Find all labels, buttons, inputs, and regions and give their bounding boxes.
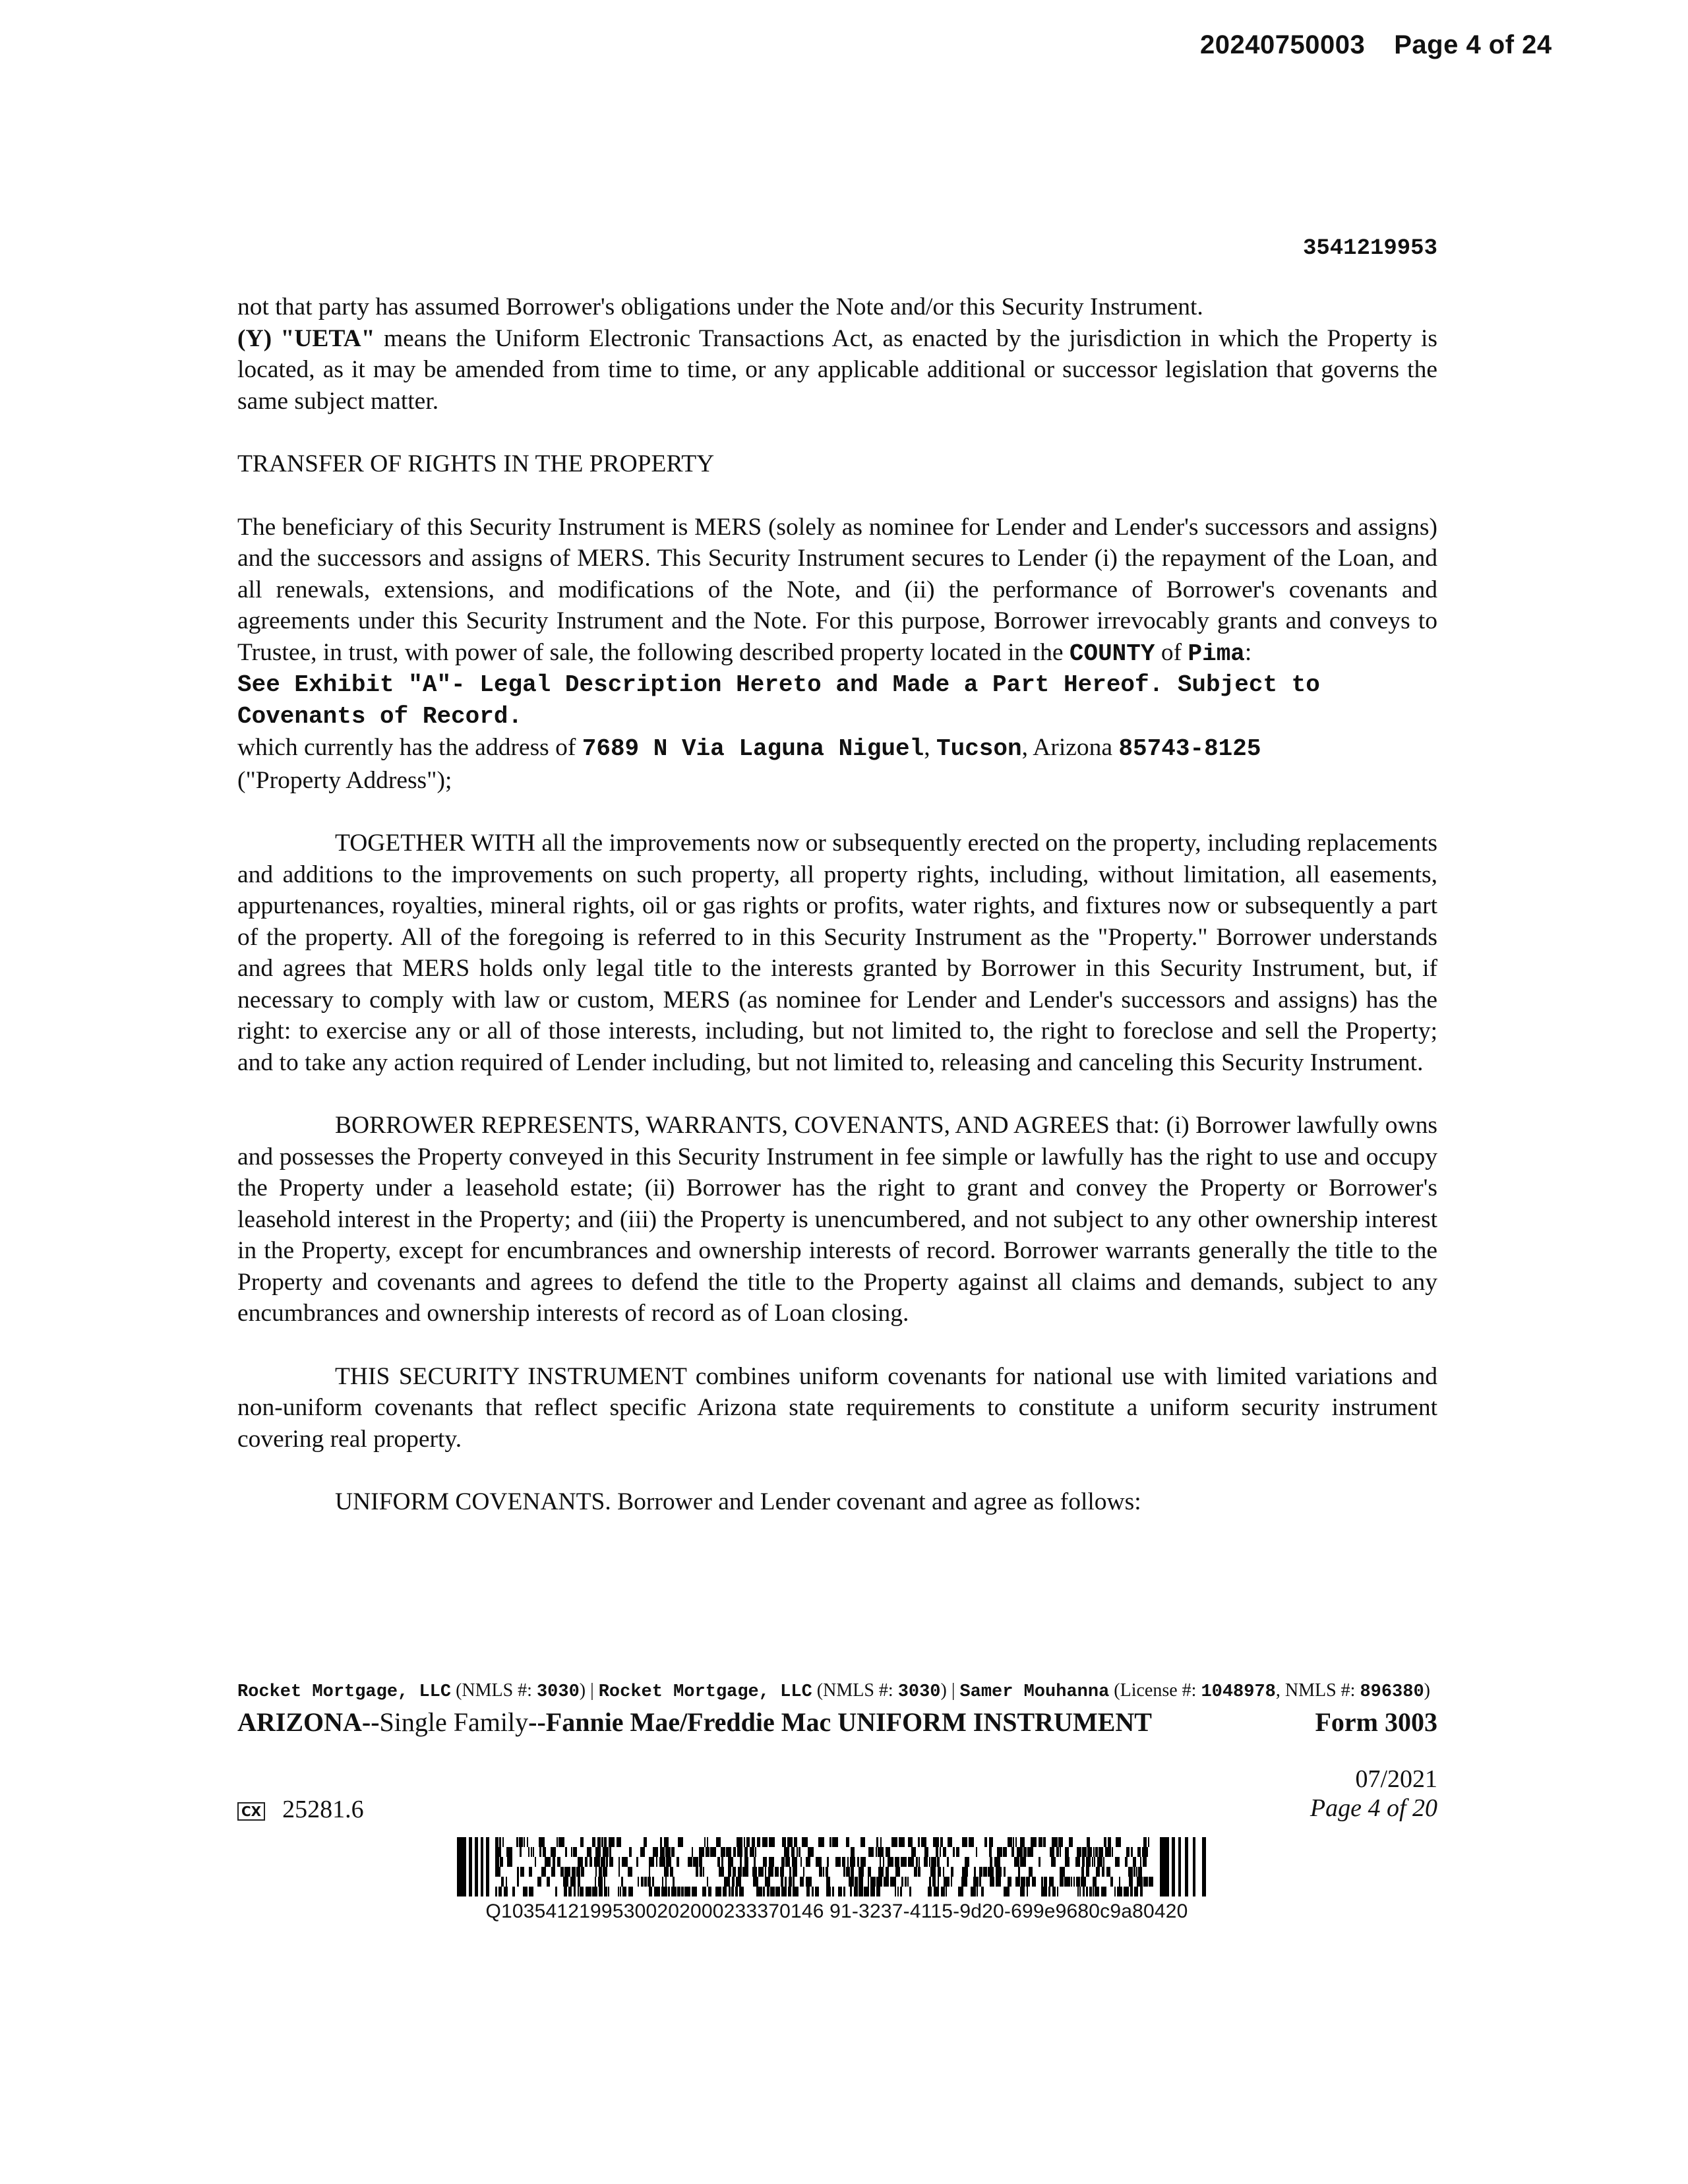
transfer-text: The beneficiary of this Security Instrument is MERS (solely as nominee for Lender and Lender's successors and assigns) and the successors and assigns of MERS. This Security Instrument secures to Lender (i) the repayment of the Loan, and all renewals, extensions, and modifications of the Note, and (ii) the performance of Borrower's covenants and agreements under this Security Instrument and the Note. For this purpose, Borrower irrevocably grants and conveys to Trustee, in trust, with power of sale, the following described property located in the xyxy=(237,513,1437,666)
zip-code: 85743-8125 xyxy=(1118,735,1261,762)
doc-code-number: 25281.6 xyxy=(282,1796,364,1823)
originator-name: Samer Mouhanna xyxy=(959,1682,1110,1702)
family-type: Single Family xyxy=(379,1707,529,1737)
ueta-label: (Y) "UETA" xyxy=(237,324,375,352)
instrument-title xyxy=(237,1707,1152,1738)
nmls-label: (NMLS #: xyxy=(451,1680,537,1701)
uniform-covenants-line: UNIFORM COVENANTS. Borrower and Lender covenant and agree as follows: xyxy=(335,1488,1141,1515)
document-body xyxy=(237,291,1437,1518)
revision-date: 07/2021 xyxy=(1355,1765,1437,1793)
transfer-paragraph xyxy=(237,512,1437,670)
paren: ) xyxy=(1424,1680,1430,1701)
section-heading: TRANSFER OF RIGHTS IN THE PROPERTY xyxy=(237,450,715,477)
state-name: ARIZONA xyxy=(237,1707,362,1737)
recording-number: 20240750003 xyxy=(1200,30,1366,59)
ueta-definition xyxy=(237,323,1437,417)
together-with-paragraph: TOGETHER WITH all the improvements now or subsequently erected on the property, including replacements and additions to the improvements on such property, all property rights, including, without limitation, all easements, appurtenances, royalties, mineral rights, oil or gas rights or profits, water rights, and fixtures now or subsequently a part of the property. All of the foregoing is referred to in this Security Instrument as the "Property." Borrower understands and agrees that MERS holds only legal title to the interests granted by Borrower in this Security Instrument, but, if necessary to comply with law or custom, MERS (as nominee for Lender and Lender's successors and assigns) has the right: to exercise any or all of those interests, including, but not limited to, the right to foreclose and sell the Property; and to take any action required of Lender including, but not limited to, releasing and canceling this Security Instrument. xyxy=(237,830,1437,1076)
lender-name-2: Rocket Mortgage, LLC xyxy=(598,1682,812,1702)
nmls-number-2: 3030 xyxy=(897,1682,941,1702)
separator: | xyxy=(946,1680,960,1701)
nmls-label: , NMLS #: xyxy=(1275,1680,1360,1701)
nmls-label: (NMLS #: xyxy=(812,1680,898,1701)
county-label: COUNTY xyxy=(1069,640,1155,667)
county-name: Pima xyxy=(1188,640,1245,667)
ueta-text: means the Uniform Electronic Transactions Act, as enacted by the jurisdiction in which the Property is located, as it may be amended from time to time, or any applicable additional or successor legislation that governs the same subject matter. xyxy=(237,324,1437,415)
address-line xyxy=(237,732,1437,765)
license-number: 1048978 xyxy=(1201,1682,1276,1702)
cx-logo-icon: CX xyxy=(237,1802,265,1821)
dash: -- xyxy=(528,1707,546,1737)
address-lead: which currently has the address of xyxy=(237,734,582,761)
license-label: (License #: xyxy=(1109,1680,1201,1701)
borrower-represents-paragraph: BORROWER REPRESENTS, WARRANTS, COVENANTS, AND AGREES that: (i) Borrower lawfully owns and possesses the Property conveyed in this Security Instrument in fee simple or lawfully has the right to use and occupy the Property under a leasehold estate; (ii) Borrower has the right to grant and convey the Property or Borrower's leasehold interest in the Property; and (iii) the Property is unencumbered, and not subject to any other ownership interest in the Property, except for encumbrances and ownership interests of record. Borrower warrants generally the title to the Property and covenants and agrees to defend the title to the Property against all claims and demands, subject to any encumbrances and ownership interests of record as of Loan closing. xyxy=(237,1112,1437,1327)
doc-code xyxy=(237,1795,364,1824)
dash: -- xyxy=(361,1707,380,1737)
address-comma: , xyxy=(924,734,936,761)
barcode-text: Q10354121995300202000233370146 91-3237-4115-9d20-699e9680c9a80420 xyxy=(485,1900,1188,1922)
legal-description: See Exhibit "A"- Legal Description Hereto and Made a Part Hereof. Subject to Covenants of Record. xyxy=(237,671,1320,730)
state-text: , Arizona xyxy=(1021,734,1119,761)
street-address: 7689 N Via Laguna Niguel xyxy=(582,735,924,762)
page-footer xyxy=(237,1680,1437,1737)
separator: | xyxy=(586,1680,599,1701)
instrument-name: Fannie Mae/Freddie Mac UNIFORM INSTRUMENT xyxy=(545,1707,1152,1737)
property-address-label: ("Property Address"); xyxy=(237,766,452,794)
form-number: Form 3003 xyxy=(1315,1707,1437,1737)
colon: : xyxy=(1244,638,1252,666)
footer-title-row xyxy=(237,1707,1437,1737)
paren: ) xyxy=(579,1680,586,1701)
paren: ) xyxy=(940,1680,947,1701)
nmls-number-1: 3030 xyxy=(536,1682,580,1702)
of-word: of xyxy=(1155,638,1188,666)
nmls-number-3: 896380 xyxy=(1360,1682,1424,1702)
barcode xyxy=(457,1837,1217,1896)
loan-number: 3541219953 xyxy=(1302,236,1437,261)
lender-name-1: Rocket Mortgage, LLC xyxy=(237,1682,452,1702)
continuation-line: not that party has assumed Borrower's obligations under the Note and/or this Security Instrument. xyxy=(237,293,1203,320)
page-of: Page 4 of 20 xyxy=(1310,1794,1437,1822)
security-instrument-paragraph: THIS SECURITY INSTRUMENT combines uniform covenants for national use with limited variations and non-uniform covenants that reflect specific Arizona state requirements to constitute a uniform security instrument covering real property. xyxy=(237,1362,1437,1453)
city: Tucson xyxy=(936,735,1022,762)
recording-page-label: Page 4 of 24 xyxy=(1394,30,1552,59)
lender-info xyxy=(237,1680,1437,1703)
recording-stamp xyxy=(1200,30,1552,60)
